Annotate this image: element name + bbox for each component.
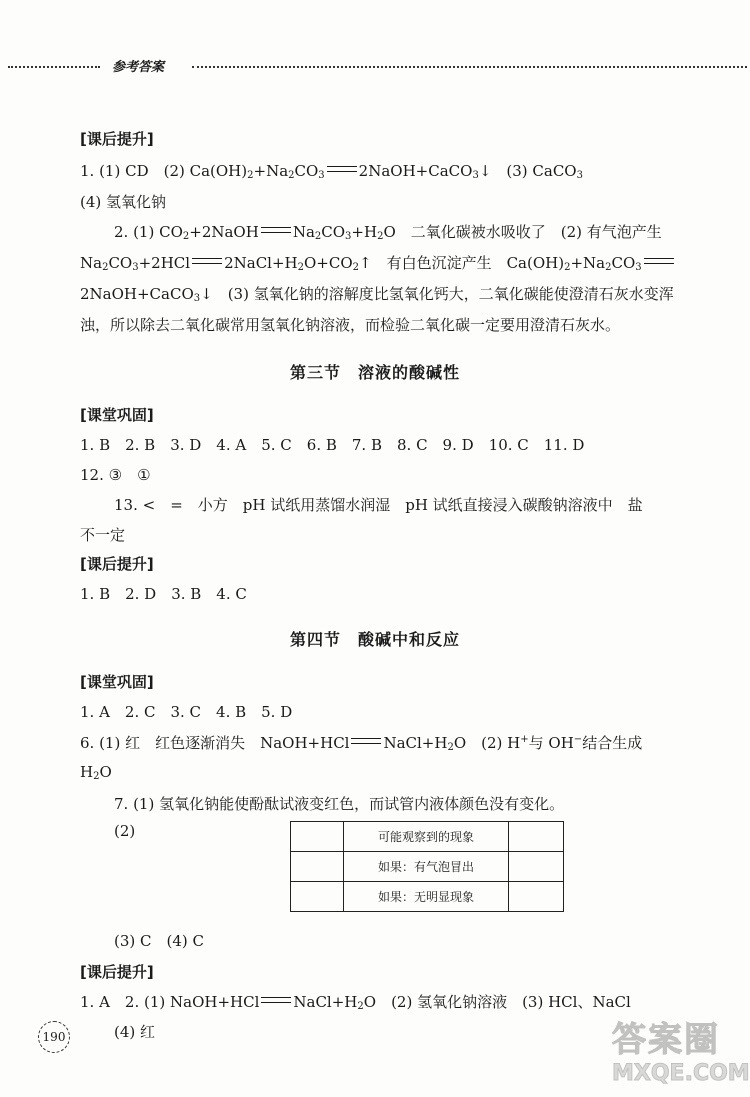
header-dotted-rule-right xyxy=(192,66,747,68)
reaction-equals-sign xyxy=(351,738,381,744)
answer-line: 2. (1) $CO_2+2NaOH$ $Na_2CO_3+H_2O$ 二氧化碳被水吸收了 (2) 有气泡产生 xyxy=(114,223,662,242)
heading-in-class: [课堂巩固] xyxy=(80,673,154,691)
section-title-4: 第四节 酸碱中和反应 xyxy=(289,630,460,649)
answer-line: (3) C (4) C xyxy=(114,932,204,950)
heading-after-class: [课后提升] xyxy=(80,555,154,573)
reaction-equals-sign xyxy=(327,166,357,172)
answer-line: (4) 氢氧化钠 xyxy=(80,193,167,211)
answer-line: 1. (1) CD (2) $Ca(OH)_2+Na_2CO_3$ 2NaOH+CaCO$_3$↓ (3) CaCO$_3$ xyxy=(80,162,583,181)
heading-after-class: [课后提升] xyxy=(80,130,154,148)
table-cell: 如果：有气泡冒出 xyxy=(344,852,509,882)
header-dotted-rule-left xyxy=(8,66,100,68)
answer-line: 6. (1) 红 红色逐渐消失 NaOH+HCl $NaCl+H_2O$ (2) H+与 OH−结合生成 xyxy=(80,734,643,753)
table-row xyxy=(291,822,564,852)
answer-line: 1. A 2. C 3. C 4. B 5. D xyxy=(80,703,293,721)
answer-line: $Na_2CO_3+2HCl$ $2NaCl+H_2O+CO_2↑$ 有白色沉淀产生 $Ca(OH)_2+Na_2CO_3$ xyxy=(80,252,676,273)
page-number: 190 xyxy=(38,1021,70,1053)
heading-in-class: [课堂巩固] xyxy=(80,406,154,424)
section-title-3: 第三节 溶液的酸碱性 xyxy=(289,363,460,382)
heading-after-class: [课后提升] xyxy=(80,963,154,981)
table-row xyxy=(291,882,564,912)
answer-line: 不一定 xyxy=(80,526,126,544)
header-title: 参考答案 xyxy=(112,60,165,75)
watermark-top-text: 答案圈 xyxy=(612,1020,720,1060)
answer-line: 12. ③ ① xyxy=(80,466,151,484)
reaction-equals-sign xyxy=(261,997,291,1003)
table-row xyxy=(291,852,564,882)
answer-line: $H_2O$ xyxy=(80,763,112,782)
watermark-bottom-text: MXQE.COM xyxy=(612,1061,750,1086)
answer-line: 1. B 2. D 3. B 4. C xyxy=(80,585,247,603)
answer-line: 7. (1) 氢氧化钠能使酚酞试液变红色，而试管内液体颜色没有变化。 xyxy=(114,795,565,813)
answer-line: (4) 红 xyxy=(114,1023,156,1041)
answer-line: 1. A 2. (1) NaOH+HCl $NaCl+H_2O$ (2) 氢氧化钠溶液 (3) HCl、NaCl xyxy=(80,993,631,1012)
answer-line: 1. B 2. B 3. D 4. A 5. C 6. B 7. B 8. C 9. D 10. C 11. D xyxy=(80,436,585,454)
table-cell: 如果：无明显现象 xyxy=(344,882,509,912)
page-header xyxy=(0,56,750,76)
answer-line: 2NaOH+CaCO$_3$↓ (3) 氢氧化钠的溶解度比氢氧化钙大，二氧化碳能使澄清石灰水变浑 xyxy=(80,285,674,304)
table-cell: 可能观察到的现象 xyxy=(344,822,509,852)
reaction-equals-sign xyxy=(644,258,674,264)
answer-line: (2) xyxy=(114,822,136,840)
observation-table xyxy=(290,821,564,912)
reaction-equals-sign xyxy=(192,258,222,264)
answer-line: 浊，所以除去二氧化碳常用氢氧化钠溶液，而检验二氧化碳一定要用澄清石灰水。 xyxy=(80,316,621,334)
answer-line: 13. < = 小方 pH 试纸用蒸馏水润湿 pH 试纸直接浸入碳酸钠溶液中 盐 xyxy=(114,496,643,514)
watermark-logo xyxy=(612,1012,750,1088)
reaction-equals-sign xyxy=(261,227,291,233)
